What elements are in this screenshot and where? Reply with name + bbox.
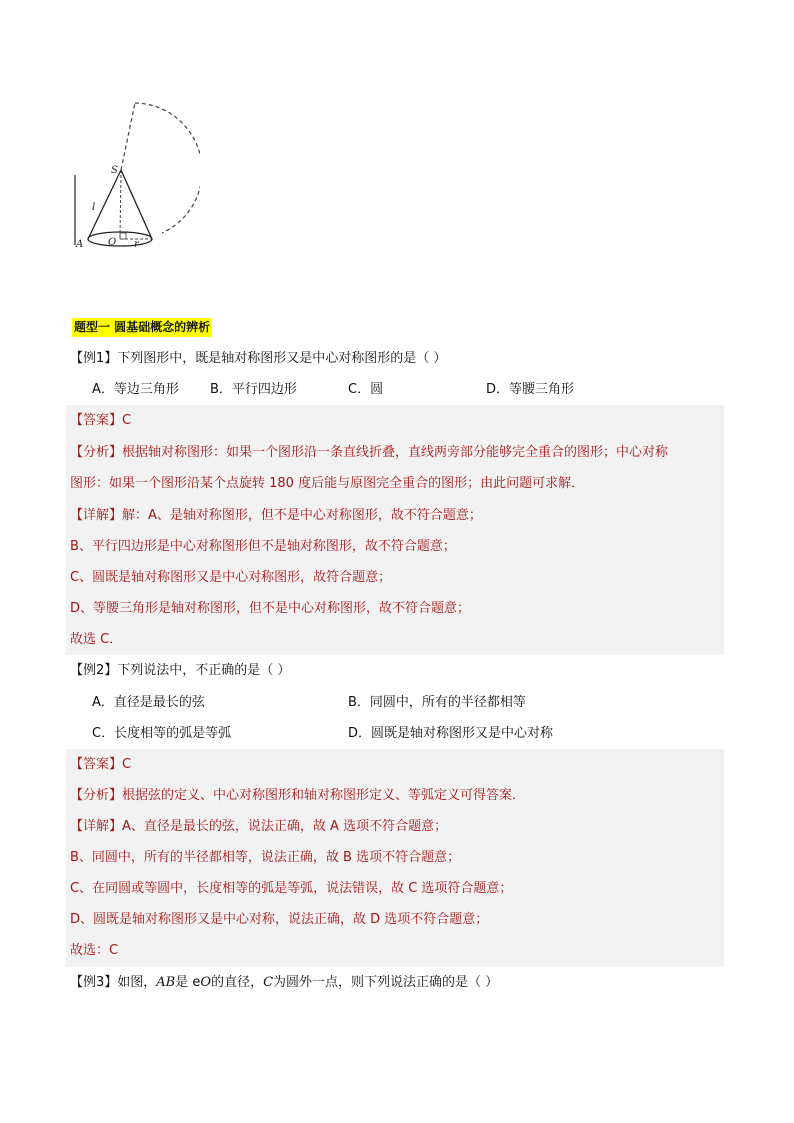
- ex1-option-d: D．等腰三角形: [486, 382, 575, 397]
- label-l: l: [92, 202, 96, 213]
- ex3-question: [70, 973, 498, 993]
- section-heading: 题型一 圆基础概念的辨析: [72, 318, 212, 337]
- ex2-detail-line-2: B、同圆中，所有的半径都相等，说法正确，故 B 选项不符合题意；: [70, 850, 461, 865]
- ex3-q-post: 为圆外一点，则下列说法正确的是（ ）: [273, 975, 499, 990]
- ex1-option-c: C．圆: [348, 382, 384, 397]
- ex2-detail-line-3: C、在同圆或等圆中，长度相等的弧是等弧，说法错误，故 C 选项符合题意；: [70, 881, 513, 896]
- ex1-detail-line-2: B、平行四边形是中心对称图形但不是轴对称图形，故不符合题意；: [70, 539, 456, 554]
- ex3-tag: 【例3】: [70, 975, 118, 990]
- ex1-option-b: B．平行四边形: [210, 382, 297, 397]
- ex1-analysis: [70, 443, 668, 463]
- ex3-ab: AB: [156, 975, 176, 990]
- ex1-answer-tag: 【答案】: [70, 413, 123, 428]
- ex1-detail-tag: 【详解】: [70, 508, 123, 523]
- cone-figure: [70, 95, 200, 255]
- ex1-analysis-text-1: 根据轴对称图形：如果一个图形沿一条直线折叠，直线两旁部分能够完全重合的图形；中心对称: [122, 445, 669, 460]
- ex1-analysis-text-2: 图形：如果一个图形沿某个点旋转 180 度后能与原图完全重合的图形；由此问题可求解．: [70, 476, 585, 491]
- label-r: r: [134, 239, 139, 250]
- ex1-detail: [70, 506, 482, 526]
- ex2-option-c: C．长度相等的弧是等弧: [92, 726, 232, 741]
- ex3-c: C: [263, 975, 274, 990]
- ex1-question: [70, 349, 446, 369]
- ex3-q-pre: 如图，: [117, 975, 157, 990]
- ex2-tag: 【例2】: [70, 663, 118, 678]
- label-o: O: [108, 237, 117, 248]
- ex1-detail-line-3: C、圆既是轴对称图形又是中心对称图形，故符合题意；: [70, 570, 392, 585]
- ex2-answer-tag: 【答案】: [70, 757, 123, 772]
- ex1-detail-line-1: 解：A、是轴对称图形，但不是中心对称图形，故不符合题意；: [122, 508, 482, 523]
- ex2-detail-tag: 【详解】: [70, 819, 123, 834]
- ex2-analysis-text: 根据弦的定义、中心对称图形和轴对称图形定义、等弧定义可得答案．: [122, 788, 526, 803]
- ex2-analysis-tag: 【分析】: [70, 788, 123, 803]
- ex1-answer: [70, 411, 131, 431]
- ex2-question: [70, 661, 290, 681]
- ex2-analysis: [70, 786, 525, 806]
- ex2-detail-line-1: A、直径是最长的弦，说法正确，故 A 选项不符合题意；: [122, 819, 448, 834]
- ex1-answer-value: C: [122, 413, 132, 428]
- label-a: A: [76, 239, 84, 250]
- ex2-detail-line-4: D、圆既是轴对称图形又是中心对称，说法正确，故 D 选项不符合题意；: [70, 912, 489, 927]
- ex2-answer: [70, 755, 131, 775]
- ex2-option-a: A．直径是最长的弦: [92, 695, 205, 710]
- ex2-option-b: B．同圆中，所有的半径都相等: [348, 695, 526, 710]
- ex1-option-a: A．等边三角形: [92, 382, 179, 397]
- ex3-q-mid: 是 e: [175, 975, 201, 990]
- ex2-answer-value: C: [122, 757, 132, 772]
- ex1-tag: 【例1】: [70, 351, 118, 366]
- ex3-o: O: [200, 975, 212, 990]
- ex1-conclusion: 故选 C．: [70, 632, 123, 647]
- ex2-question-text: 下列说法中，不正确的是（ ）: [117, 663, 291, 678]
- ex1-question-text: 下列图形中，既是轴对称图形又是中心对称图形的是（ ）: [117, 351, 447, 366]
- label-s: S: [111, 165, 118, 176]
- ex2-option-d: D．圆既是轴对称图形又是中心对称: [348, 726, 554, 741]
- ex1-detail-line-4: D、等腰三角形是轴对称图形，但不是中心对称图形，故不符合题意；: [70, 601, 471, 616]
- ex3-q-mid2: 的直径，: [211, 975, 264, 990]
- ex2-detail: [70, 817, 447, 837]
- ex2-conclusion: 故选：C: [70, 943, 119, 958]
- ex1-analysis-tag: 【分析】: [70, 445, 123, 460]
